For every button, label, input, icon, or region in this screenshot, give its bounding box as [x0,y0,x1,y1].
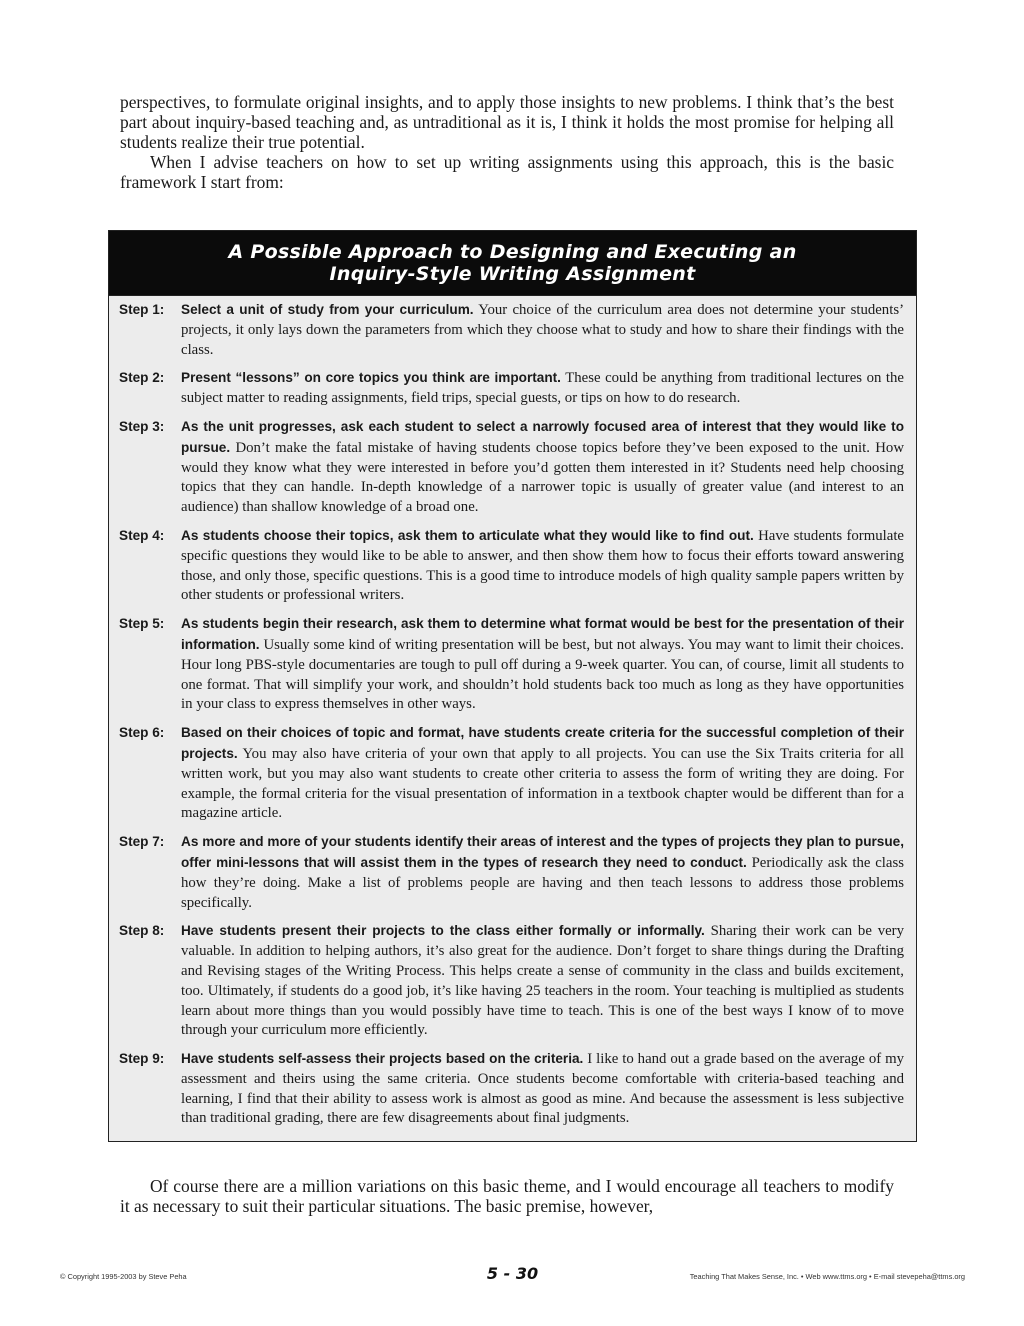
step-9 [119,1049,904,1129]
step-body [181,300,904,360]
step-label: Step 5: [119,616,165,632]
step-body [181,368,904,409]
page-number: 5 - 30 [486,1264,539,1283]
page-footer [60,1262,965,1286]
intro-paragraph-1: perspectives, to formulate original insights, and to apply those insights to new problems. I think that’s the best part about inquiry-based teaching and, as untraditional as it is, I think it holds the most promise for helping all students realize their true potential. [120,92,894,152]
step-label: Step 2: [119,370,165,386]
steps-list [109,296,916,1129]
step-3 [119,417,904,518]
step-5 [119,614,904,715]
step-label: Step 7: [119,834,165,850]
step-body [181,832,904,913]
approach-box-title [109,231,916,296]
step-body [181,526,904,606]
step-text: Usually some kind of writing presentation will be best, but not always. You may want to limit their choices. Hour long PBS-style documentaries are tough to pull off during a 9-week quarter. You can, of course, limit all students to one format. That will simplify your work, and shouldn’t hold students back too much as long as they have opportunities in your class to express themselves in other ways. [181,636,904,713]
step-6 [119,723,904,824]
approach-box [108,230,917,1142]
step-text: These could be anything from traditional lectures on the subject matter to reading assignments, field trips, special guests, or tips on how to do research. [181,370,904,407]
outro-paragraph-1: Of course there are a million variations on this basic theme, and I would encourage all teachers to modify it as necessary to suit their particular situations. The basic premise, however, [120,1176,894,1216]
step-body [181,614,904,715]
step-8 [119,921,904,1041]
step-text: Your choice of the curriculum area does not determine your students’ projects, it only lays down the parameters from which they choose what to study and how to share their findings with the class. [181,302,905,358]
step-label: Step 3: [119,418,165,434]
step-label: Step 1: [119,302,165,317]
step-text: Don’t make the fatal mistake of having students choose topics before they’ve been exposed to the unit. How would they know what they were interested in before you’d gotten them interested in it? Students need help choosing topics that they can handle. In-depth knowledge of a narrower topic is usually of greater value (and interest to an audience) than shallow knowledge of a broad one. [181,439,904,516]
intro-paragraph-2: When I advise teachers on how to set up writing assignments using this approach, this is the basic framework I start from: [120,152,894,192]
step-lead: As more and more of your students identify their areas of interest and the types of projects they plan to pursue, offer mini-lessons that will assist them in the types of research they need to conduct. [181,834,904,870]
footer-copyright: © Copyright 1995-2003 by Steve Peha [60,1272,187,1281]
step-label: Step 9: [119,1051,165,1067]
step-lead: Have students present their projects to the class either formally or informally. [181,923,705,939]
step-7 [119,832,904,913]
step-text: Sharing their work can be very valuable. In addition to helping authors, it’s also great for the audience. Don’t forget to share things during the Drafting and Revising stages of the Writing Process. This helps create a sense of community in the class and builds excitement, too. Ultimately, if students do a good job, it’s like having 25 teachers in the room. Your teaching is multiplied as students learn about more things than you would possibly have time to teach. This is one of the best ways I know of to move through your curriculum more efficiently. [181,923,904,1039]
intro-text [120,92,894,192]
step-label: Step 8: [119,923,165,939]
footer-contact: Teaching That Makes Sense, Inc. • Web www.ttms.org • E-mail stevepeha@ttms.org [689,1272,965,1281]
step-4 [119,526,904,606]
step-body [181,723,904,824]
approach-title-line-1: A Possible Approach to Designing and Executing an [228,241,797,263]
step-text: I like to hand out a grade based on the average of my assessment and theirs using the same criteria. Once students become comfortable with criteria-based teaching and learning, I find that their ability to assess work is almost as good as mine. And because the assessment is less subjective than traditional grading, there are few disagreements about final judgments. [181,1051,904,1127]
step-2 [119,368,904,409]
step-label: Step 6: [119,725,165,741]
step-lead: Select a unit of study from your curriculum. [181,302,474,317]
step-lead: Present “lessons” on core topics you think are important. [181,370,561,386]
step-text: Have students formulate specific questions they would like to be able to answer, and then show them how to focus their efforts toward answering those, and only those, specific questions. This is a good time to introduce models of high quality sample papers written by other students or professional writers. [181,527,904,604]
step-body [181,1049,904,1129]
step-text: Periodically ask the class how they’re doing. Make a list of problems people are having and then teach lessons to address those problems specifically. [181,854,904,911]
step-lead: Based on their choices of topic and format, have students create criteria for the successful completion of their projects. [181,725,904,761]
step-1 [119,300,904,360]
outro-text [120,1176,894,1216]
step-body [181,921,904,1041]
step-lead: Have students self-assess their projects based on the criteria. [181,1051,584,1067]
approach-title-line-2: Inquiry-Style Writing Assignment [329,263,696,285]
step-lead: As the unit progresses, ask each student to select a narrowly focused area of interest that they would like to pursue. [181,418,904,455]
step-lead: As students begin their research, ask them to determine what format would be best for the presentation of their information. [181,616,904,652]
step-text: You may also have criteria of your own that apply to all projects. You can use the Six Traits criteria for all written work, but you may also want students to create other criteria to assess the form of writing they are doing. For example, the formal criteria for the visual presentation of information in a textbook chapter would be different than for a magazine article. [181,745,904,822]
step-body [181,417,904,518]
step-lead: As students choose their topics, ask them to articulate what they would like to find out. [181,527,754,543]
step-label: Step 4: [119,527,165,543]
